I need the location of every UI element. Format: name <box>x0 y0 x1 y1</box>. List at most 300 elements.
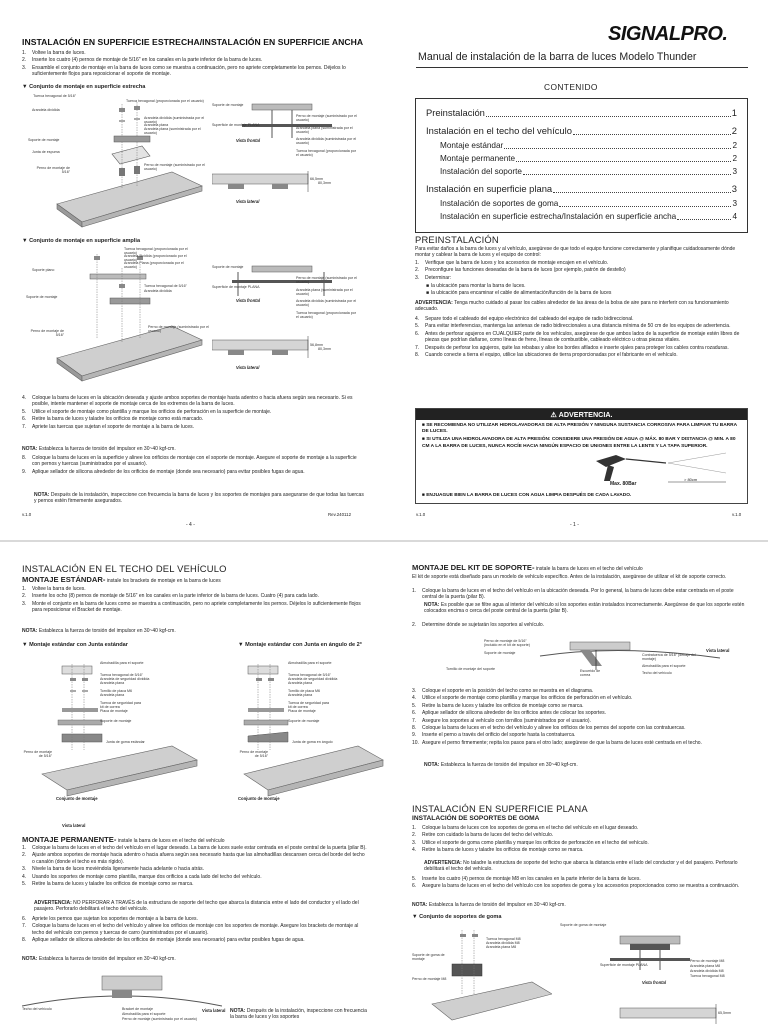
toc-leader-dots <box>553 192 731 193</box>
step-number: 6. <box>22 416 27 423</box>
step-number: 9. <box>22 468 27 475</box>
bullet-item <box>426 283 746 289</box>
step-text: Coloque la barra de luces en el techo del vehículo en la ubicación deseada. Por lo general, la barra de luces debe estar centrada en el poste central de la puerta (pilar B). <box>422 588 734 601</box>
label: Perno de montaje de 5/16" <box>36 166 70 174</box>
step-item <box>22 881 368 887</box>
square-bullet-icon: ■ <box>426 283 430 289</box>
front-view-caption: Vista frontal <box>236 138 261 143</box>
label: Arandela dividida (suministrada por el usuario) <box>296 299 357 307</box>
label: Perno de montaje (suministrado por el usuario) <box>144 163 205 171</box>
label: Escurrido de correa <box>580 669 601 677</box>
warning-item-text: SI UTILIZA UNA HIDROLAVADORA DE ALTA PRESIÓN: CONSIDERE UNA PRESIÓN DE AGUA @ MÁX. 80 BAR Y DISTANCIA @ MIN. A 80 CM A LA BARRA DE LUCES, NUNCA ROCÍE HACIA NINGÚN ESPACIO DE UNIONES ENTRE LA LENTE Y LA TAPA SUPERIOR. <box>422 437 736 449</box>
label: Superficie de montaje PLANA <box>212 123 260 127</box>
step-item <box>22 923 368 936</box>
toc-box <box>415 98 748 233</box>
note-text: Establezca la fuerza de torsión del impulsor en 30~40 kgf-cm. <box>38 628 176 634</box>
step-number: 1. <box>22 845 27 851</box>
section-title: INSTALACIÓN EN EL TECHO DEL VEHÍCULO <box>22 563 227 574</box>
warning-label: ADVERTENCIA: <box>415 300 453 306</box>
note <box>34 492 364 505</box>
steps-after-2 <box>22 455 362 476</box>
step-number: 5. <box>415 323 420 330</box>
label: Tuerca hexagonal de 5/16" <box>33 94 76 98</box>
step-text: Inserte los cuatro (4) pernos de montaje de 5/16" en los canales en la parte inferior de la barra de luces. <box>32 57 263 64</box>
figure-permanent <box>22 966 226 1024</box>
warning-header: ⚠ ADVERTENCIA. <box>416 409 747 420</box>
label: Arandela plana <box>288 681 313 685</box>
step-text: Coloque la barra de luces en el techo del vehículo en el lugar deseado. La barra de luces suele estar centrada en el poste central de la puerta (pilar B). <box>32 845 367 851</box>
kit-title: MONTAJE DEL KIT DE SOPORTE- <box>412 563 535 572</box>
step-text: Utilice el soporte de montaje como plantilla y marque los orificios de perforación en el vehículo. <box>422 695 633 702</box>
label: Soporte de goma de montaje <box>412 953 445 961</box>
figure-narrow-exploded <box>22 94 212 234</box>
step-item <box>415 267 749 273</box>
note-text: Establezca la fuerza de torsión del impulsor en 30~40 kgf-cm. <box>428 902 566 908</box>
label: Placa de montaje <box>100 709 128 713</box>
note <box>22 628 362 634</box>
label: Superficie de montaje PLANA <box>212 285 260 289</box>
section-title: PREINSTALACIÓN <box>415 234 499 245</box>
label: Arandela dividida <box>32 108 60 112</box>
step-text: Retire la barra de luces y taladre los orificios de montaje como se marca. <box>32 880 194 887</box>
step-number: 5. <box>412 702 417 709</box>
step-number: 7. <box>412 717 417 724</box>
step-text: Coloque la barra de luces en la superficie y alinee los orificios de montaje con el soporte de montaje. Asegure el soporte de montaje a la superficie con pernos y tuercas (suministrados por el usuario). <box>32 455 357 468</box>
label: Soporte de montaje <box>100 719 132 723</box>
toc-entry-title: Instalación en superficie plana <box>426 183 553 195</box>
toc-entry-page: 3 <box>732 166 737 176</box>
step-text: Voltee la barra de luces. <box>32 586 86 592</box>
label: Arandela Plana (proporcionada por el usuario) <box>124 261 184 269</box>
kit-steps-3 <box>412 688 748 747</box>
toc-entry-title: Instalación en superficie estrecha/Instalación en superficie ancha <box>440 211 677 221</box>
toc-entry[interactable] <box>426 107 737 119</box>
step-item <box>412 847 748 853</box>
label: Tuerca hexagonal (proporcionada por el usuario) <box>296 149 357 157</box>
step-number: 2. <box>22 852 27 859</box>
label: Placa de montaje <box>288 709 316 713</box>
step-text: Inserte los cuatro (4) pernos de montaje M8 en los canales en la parte inferior de la barra de luces. <box>422 876 641 882</box>
step-number: 1. <box>22 586 27 592</box>
step-text: Voltee la barra de luces. <box>32 50 86 56</box>
label: Tuerca hexagonal (proporcionada por el usuario) <box>124 247 188 255</box>
label: Soporte de montaje <box>28 138 60 142</box>
label: Arandela plana M8 <box>690 964 721 968</box>
step-item <box>22 866 368 872</box>
toc-entry[interactable] <box>426 141 737 152</box>
label: Soporte plano <box>32 268 55 272</box>
label: Almohadilla para el soporte <box>122 1012 166 1016</box>
figure-title: ▼ Montaje estándar con Junta en ángulo de 2° <box>238 642 363 648</box>
pressure-washer-icon <box>586 451 736 491</box>
step-item <box>415 260 749 266</box>
note-label: NOTA: <box>230 1008 246 1014</box>
warning-item <box>422 423 741 435</box>
step-text: Nivele la barra de luces moviéndola ligeramente hacia adelante o hacia atrás. <box>32 866 205 873</box>
label: Arandela plana (suministrada por el usuario) <box>296 126 353 134</box>
label: Tuerca hexagonal de 5/16" <box>288 673 331 677</box>
note-label: NOTA: <box>34 492 50 498</box>
toc-entry-title: Instalación en el techo del vehículo <box>426 125 572 137</box>
toc-entry-title: Montaje estándar <box>440 140 504 150</box>
rubber-steps-2 <box>412 876 748 891</box>
note <box>22 956 362 962</box>
step-item <box>415 323 749 329</box>
perm-warning <box>34 900 368 913</box>
step-text: Asegure el perno firmemente; repita los pasos para el otro lado; asegúrese de que la barra de luces esté centrada en el techo. <box>422 739 702 746</box>
figure-wide-front-side <box>212 262 382 388</box>
step-item <box>412 695 748 701</box>
side-view-caption: Vista lateral <box>236 365 260 370</box>
step-item <box>412 876 748 882</box>
figure-kit <box>420 636 750 684</box>
step-item <box>22 416 362 422</box>
note-label: NOTA: <box>412 902 428 908</box>
step-item <box>412 588 748 601</box>
step-number: 8. <box>412 724 417 731</box>
label: Perno de montaje de 5/16" <box>23 750 52 758</box>
label: Arandela dividida (suministrada por el usuario) <box>144 116 205 124</box>
side-view-caption: Vista lateral <box>236 199 260 204</box>
step-number: 8. <box>415 351 420 358</box>
perm-title: MONTAJE PERMANENTE- <box>22 835 117 844</box>
step-text: Retire con cuidado la barra de luces del techo del vehículo. <box>422 832 554 839</box>
toc-entry-page: 4 <box>732 211 737 221</box>
kit-sub: instale la barra de luces en el techo del vehículo <box>535 566 643 572</box>
step-text: Retire la barra de luces y taladre los orificios de montaje como se marca. <box>422 847 584 854</box>
step-item <box>22 424 362 430</box>
step-text: Ajuste ambos soportes de montaje hacia adentro o hacia afuera según sea necesario hasta que las almohadillas descansen cerca del borde del techo o canalón (donde el techo es más rígido). <box>32 852 365 865</box>
kit-note <box>424 602 746 615</box>
steps-intro <box>22 50 362 79</box>
label: Junta de goma estándar <box>106 740 145 744</box>
step-number: 1. <box>22 50 27 56</box>
square-bullet-icon: ■ <box>426 290 430 297</box>
label: Perno de montaje M8 <box>412 977 447 981</box>
step-number: 8. <box>22 455 27 461</box>
std-title: MONTAJE ESTÁNDAR- <box>22 575 106 584</box>
figure-rubber-front <box>560 924 750 1024</box>
step-number: 3. <box>22 64 27 71</box>
label: Arandela plana <box>144 123 169 127</box>
label: Perno de montaje (suministrado por el usuario) <box>296 276 357 284</box>
steps-after <box>22 395 362 431</box>
perm-sub: instale la barra de luces en el techo del vehículo <box>117 838 225 844</box>
step-number: 6. <box>412 883 417 890</box>
step-item <box>22 409 362 415</box>
step-text: Apriete las tuercas que sujetan el soporte de montaje a la barra de luces. <box>32 423 195 430</box>
step-item <box>412 622 748 628</box>
step-item <box>22 916 368 922</box>
label: Soporte de montaje <box>484 651 516 655</box>
bullet-text: la ubicación para encaminar el cable de alimentación/función de la barra de luces <box>431 290 612 297</box>
label: Almohadilla para el soporte <box>100 661 144 665</box>
warning-item <box>422 437 741 449</box>
kit-intro: El kit de soporte está diseñado para un modelo de vehículo específico. Antes de la instalación, asegúrese de utilizar el kit de soporte correcto. <box>412 574 727 580</box>
toc-entry-title: Instalación del soporte <box>440 166 522 176</box>
step-item <box>415 331 749 344</box>
label: Tuerca hexagonal de 5/16" <box>100 673 143 677</box>
step-item <box>415 316 749 322</box>
label: Arandela dividida (suministrada por el usuario) <box>296 137 357 145</box>
label: Perno de montaje M8 <box>690 959 725 963</box>
step-number: 2. <box>412 622 417 628</box>
dimension-label: 56,8mm <box>310 343 323 347</box>
step-item <box>412 883 748 889</box>
front-view-caption: Vista frontal <box>236 298 261 303</box>
step-item <box>22 455 362 468</box>
rubber-steps <box>412 825 748 855</box>
bullet-text: la ubicación para montar la barra de luces. <box>431 283 526 289</box>
step-number: 5. <box>22 408 27 415</box>
note-label: NOTA: <box>22 446 38 452</box>
std-steps <box>22 586 362 615</box>
figure-title: ▼ Montaje estándar con Junta estándar <box>22 642 128 648</box>
toc-entry[interactable] <box>426 154 737 165</box>
kit-heading <box>412 563 752 573</box>
note-label: NOTA: <box>22 956 38 962</box>
warning-label: ADVERTENCIA: <box>424 860 462 866</box>
step-number: 5. <box>22 880 27 887</box>
toc-entry-title: Instalación de soportes de goma <box>440 198 559 208</box>
label: Tuerca hexagonal (proporcionada por el usuario) <box>126 99 204 103</box>
step-text: Verifique que la barra de luces y los accesorios de montaje encajen en el vehículo. <box>425 260 609 266</box>
figure-narrow-front-side <box>212 98 382 224</box>
footer-right: Rev.240112 <box>328 512 352 517</box>
footer-left: v.1.0 <box>22 512 32 517</box>
square-bullet-icon: ■ <box>422 423 427 429</box>
step-number: 5. <box>412 876 417 882</box>
toc-leader-dots <box>516 161 731 162</box>
step-text: Aplique sellador de silicona alrededor de los orificios de montaje (donde sea necesario) para evitar posibles fugas de agua. <box>32 468 305 475</box>
label: Tornillo de montaje del soporte <box>446 667 495 671</box>
label: Tornillo de placa M6 <box>288 689 320 693</box>
label: Tuerca hexagonal M8 <box>690 974 725 978</box>
label: Soporte de montaje <box>26 295 58 299</box>
label: Contratuerca de 5/16" (debajo del montaje) <box>642 653 696 661</box>
warning-box <box>415 408 748 504</box>
step-item <box>412 725 748 731</box>
figure-angled-gasket <box>238 650 398 830</box>
step-text: Aplique sellador de silicona alrededor de los orificios de montaje (donde sea necesario) para evitar posibles fugas de agua. <box>32 937 305 944</box>
step-item <box>412 840 748 846</box>
step-text: Ensamble el conjunto de montaje en la barra de luces como se muestra a continuación, pero no apriete completamente los pernos. Déjelos lo suficientemente flojos para reposicionar el soporte de montaje. <box>32 64 346 78</box>
note-label: NOTA: <box>424 602 440 608</box>
step-text: Inserte el perno a través del orificio del soporte hasta la contratuerca. <box>422 732 576 739</box>
label: Perno de montaje de 5/16" <box>239 750 268 758</box>
contents-header: CONTENIDO <box>544 82 598 92</box>
toc-entry-page: 3 <box>732 198 737 208</box>
step-item <box>412 732 748 738</box>
step-item <box>412 718 748 724</box>
step-text: Coloque la barra de luces en la ubicación deseada y ajuste ambos soportes de montaje hasta adentro o hacia afuera según sea necesario. Si es posible, intente mantener el soporte de montaje cerca de los extremos de la barra de luces. <box>32 395 353 408</box>
label: Almohadilla para el soporte <box>642 664 686 668</box>
figure-title: ▼ Conjunto de soportes de goma <box>412 914 502 920</box>
label: Arandela dividida M8 <box>486 941 520 945</box>
note <box>22 446 362 452</box>
figure-standard-gasket <box>22 650 212 830</box>
step-item <box>415 345 749 351</box>
warning-last <box>422 493 742 499</box>
step-text: Inserte los ocho (8) pernos de montaje de 5/16" en los canales en la parte inferior de la barra de luces. Cuatro (4) para cada lado. <box>32 593 319 600</box>
step-text: Coloque la barra de luces con los soportes de goma en el techo del vehículo en el lugar deseado. <box>422 825 639 831</box>
label: Arandela de seguridad dividida <box>100 677 150 681</box>
label: Tuerca hexagonal de 5/16" <box>144 284 187 288</box>
step-text: Usando los soportes de montaje como plantilla, marque dos orificios a cada lado del techo del vehículo. <box>32 873 262 880</box>
label: Perno de montaje (suministrado por el usuario) <box>296 114 357 122</box>
step-number: 4. <box>415 316 420 322</box>
front-view-caption: Vista frontal <box>642 980 667 985</box>
step-item <box>412 710 748 716</box>
step-number: 2. <box>22 57 27 64</box>
step-text: Coloque la barra de luces en el techo del vehículo y alinee los orificios de los pernos del soporte con las contratuercas. <box>422 724 686 731</box>
step-item <box>22 586 362 592</box>
pre-intro: Para evitar daños a la barra de luces y al vehículo, asegúrese de que todo el equipo funcione correctamente y planifique cuidadosamente dónde montar y cablear la barra de luces y el equipo de control: <box>415 246 736 259</box>
label: Perno de montaje de 5/16" (incluido en el kit de soporte) <box>484 639 530 647</box>
step-item <box>22 852 368 865</box>
step-text: Coloque el soporte en la posición del techo como se muestra en el diagrama. <box>422 688 594 694</box>
step-item <box>22 395 362 408</box>
toc-entry[interactable] <box>426 212 737 223</box>
label: Perno de montaje (suministrado por el usuario) <box>148 325 209 333</box>
side-view-caption: Vista lateral <box>62 823 86 828</box>
side-view-caption: Vista lateral <box>706 648 730 653</box>
label: Bracket de montaje <box>122 1007 153 1011</box>
distance-label: > 80cm <box>684 477 698 482</box>
step-number: 4. <box>412 847 417 854</box>
label: Soporte de goma de montaje <box>560 923 607 927</box>
toc-leader-dots <box>523 174 732 175</box>
step-number: 2. <box>412 832 417 839</box>
note <box>412 902 748 908</box>
step-text: Aplique sellador de silicona alrededor de los orificios antes de colocar los soportes. <box>422 710 606 717</box>
step-text: Separe todo el cableado del equipo electrónico del cableado del equipo de radio bidireccional. <box>425 316 634 322</box>
square-bullet-icon: ■ <box>422 493 427 498</box>
step-text: Determine dónde se sujetarán los soportes al vehículo. <box>422 622 545 628</box>
label: Tuerca hexagonal M8 <box>486 937 521 941</box>
toc-entry[interactable] <box>426 125 737 137</box>
kit-steps-2 <box>412 622 748 629</box>
dimension-label: 80,3mm <box>318 347 331 351</box>
step-number: 7. <box>22 423 27 430</box>
step-number: 2. <box>415 267 420 274</box>
toc-leader-dots <box>677 219 731 220</box>
label: Techo del vehículo <box>642 671 672 675</box>
side-view-caption: Vista lateral <box>202 1008 226 1013</box>
label: Arandela plana <box>100 681 125 685</box>
manual-title: Manual de instalación de la barra de luces Modelo Thunder <box>418 51 697 63</box>
label: Arandela plana <box>100 693 125 697</box>
figure-rubber-exploded <box>412 924 552 1024</box>
page-divider-horizontal <box>0 540 768 542</box>
rubber-mount-diagram <box>412 924 552 1024</box>
label: Soporte de montaje <box>212 103 244 107</box>
step-text: Determinar: <box>425 274 452 281</box>
toc-entry-page: 2 <box>732 140 737 150</box>
step-item <box>22 593 362 599</box>
max-pressure-label: Max. 80Bar <box>610 481 637 487</box>
toc-entry[interactable] <box>426 183 737 195</box>
label: Arandela dividida M8 <box>690 969 724 973</box>
brand-logo: SIGNALPRO. <box>608 23 728 45</box>
label: Tuerca de seguridad para kit de correa <box>100 701 142 709</box>
step-number: 3. <box>415 274 420 281</box>
footer-page-number: - 4 - <box>186 522 195 528</box>
step-number: 4. <box>412 695 417 702</box>
step-number: 1. <box>412 825 417 831</box>
step-text: Retire la barra de luces y taladre los orificios de montaje como se marca. <box>422 702 584 709</box>
kit-steps <box>412 588 748 602</box>
figure-caption: Conjunto de montaje <box>56 796 98 801</box>
step-number: 10. <box>412 739 419 746</box>
note-label: NOTA: <box>424 762 440 768</box>
step-item <box>412 825 748 831</box>
label: Soporte de montaje <box>212 265 244 269</box>
section-title: INSTALACIÓN EN SUPERFICIE PLANA <box>412 803 588 814</box>
step-number: 9. <box>412 732 417 739</box>
pre-steps-2 <box>415 316 749 359</box>
figure-wide-exploded <box>22 248 212 388</box>
pre-bullets <box>426 283 746 298</box>
step-number: 3. <box>22 866 27 873</box>
toc-leader-dots <box>504 148 731 149</box>
pre-steps <box>415 260 749 282</box>
footer-page-number: - 1 - <box>570 522 579 528</box>
step-number: 4. <box>22 873 27 880</box>
step-text: Apriete los pernos que sujetan los soportes de montaje a la barra de luces. <box>32 916 198 922</box>
std-sub: instale los brackets de montaje en la barra de luces <box>106 578 221 584</box>
label: Arandela de seguridad dividida <box>288 677 338 681</box>
toc-leader-dots <box>559 206 731 207</box>
label: Arandela dividida (proporcionado por el usuario) <box>124 254 187 262</box>
step-number: 4. <box>22 395 27 401</box>
step-text: Monte el conjunto en la barra de luces como se muestra a continuación, pero no apriete completamente los pernos. Déjelos lo suficientemente flojos para reposicionar el Bracket de montaje. <box>32 600 361 614</box>
step-text: Cuando conecte a tierra el equipo, utilice las ubicaciones de tierra proporcionadas por el fabricante en el vehículo. <box>425 351 678 358</box>
toc-leader-dots <box>573 134 731 135</box>
toc-entry[interactable] <box>426 199 737 210</box>
figure-caption: Conjunto de montaje <box>238 796 280 801</box>
toc-entry[interactable] <box>426 167 737 178</box>
toc-entry-title: Montaje permanente <box>440 153 516 163</box>
step-text: Después de perforar los agujeros, quite las rebabas y alise los bordes afilados e inserte ojales para proteger los cables contra rozaduras. <box>425 344 729 351</box>
std-heading <box>22 575 382 585</box>
rubber-warning <box>424 860 746 873</box>
note-label: NOTA: <box>22 628 38 634</box>
step-number: 1. <box>415 260 420 266</box>
step-number: 8. <box>22 937 27 944</box>
section-title: INSTALACIÓN EN SUPERFICIE ESTRECHA/INSTALACIÓN EN SUPERFICIE ANCHA <box>22 37 364 47</box>
step-item <box>22 57 362 63</box>
dimension-label: 65,5mm <box>718 1011 731 1015</box>
label: Techo del vehículo <box>22 1007 52 1011</box>
step-text: Asegure los soportes al vehículo con tornillos (suministrados por el usuario). <box>422 717 591 724</box>
warning-text: Tenga mucho cuidado al pasar los cables alrededor de las áreas de la bolsa de aire para no interferir con su funcionamiento adecuado. <box>415 300 729 313</box>
footer-right: v.1.0 <box>732 512 742 517</box>
label: Arandela dividida <box>144 289 172 293</box>
step-text: Utilice el soporte de montaje como plantilla y marque los orificios de perforación en la superficie de montaje. <box>32 408 272 415</box>
note-text: Establezca la fuerza de torsión del impulsor en 30~40 kgf-cm. <box>440 762 578 768</box>
step-number: 6. <box>415 330 420 337</box>
step-item <box>412 832 748 838</box>
perm-heading <box>22 835 382 845</box>
step-item <box>22 65 362 78</box>
step-item <box>415 352 749 358</box>
label: Junta de espuma <box>32 150 60 154</box>
warning-last-text: ENJUAGUE BIEN LA BARRA DE LUCES CON AGUA LIMPIA DESPUÉS DE CADA LAVADO. <box>426 493 632 498</box>
warning-text: NO PERFORAR A TRAVÉS de la estructura de soporte del techo que abarca la distancia entre el lado del conductor y el lado del pasajero. Perforarlo debilitará el techo del vehículo. <box>34 900 359 913</box>
step-item <box>22 601 362 614</box>
step-item <box>412 703 748 709</box>
